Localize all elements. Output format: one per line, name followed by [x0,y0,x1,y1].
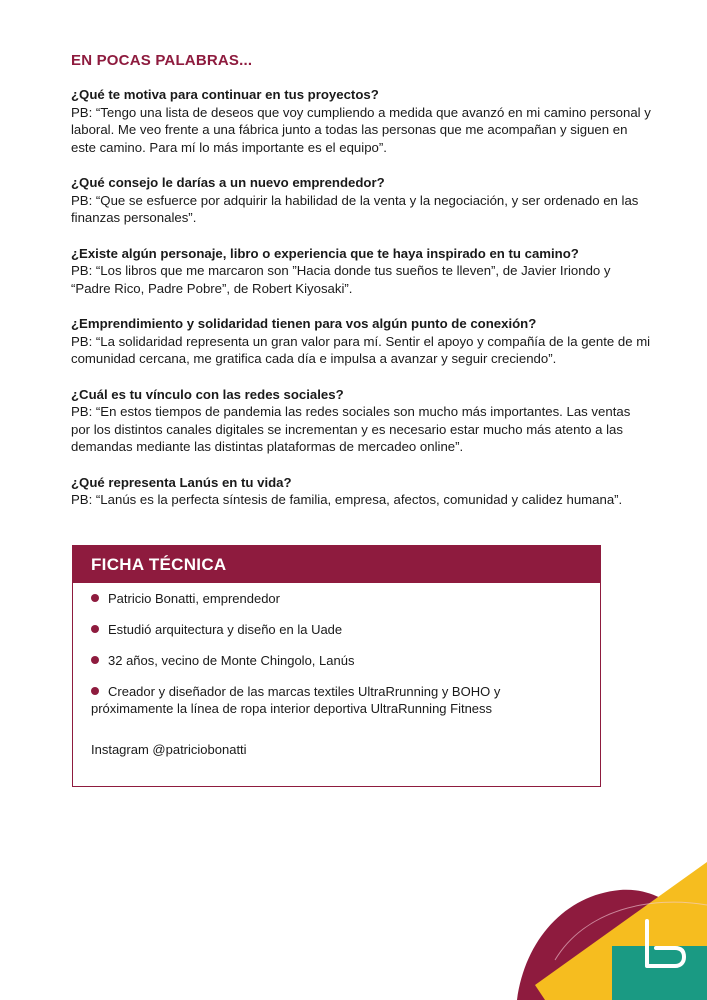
answer: PB: “La solidaridad representa un gran valor para mí. Sentir el apoyo y compañía de la gente de mi comunidad cercana, me gratifica cada día e impulsa a avanzar y seguir creciendo”. [71,333,651,366]
item-text: 32 años, vecino de Monte Chingolo, Lanús [108,653,355,668]
item-text: Estudió arquitectura y diseño en la Uade [108,622,343,637]
answer: PB: “Tengo una lista de deseos que voy cumpliendo a medida que avanzó en mi camino personal y laboral. Me veo frente a una fábrica junto a todas las personas que me acompañan y siguen en este camino. Para mí lo más importante es el equipo”. [71,104,651,155]
item-text: Patricio Bonatti, emprendedor [108,591,280,606]
question: ¿Qué consejo le darías a un nuevo emprendedor? [71,175,385,190]
item-text: Creador y diseñador de las marcas textiles UltraRrunning y BOHO y próximamente la línea de ropa interior deportiva UltraRunning Fitness [91,684,501,716]
question: ¿Emprendimiento y solidaridad tienen para vos algún punto de conexión? [71,316,537,331]
teal-block [612,946,707,1000]
answer: PB: “En estos tiempos de pandemia las redes sociales son mucho más importantes. Las ventas por los distintos canales digitales se incrementan y es necesario estar mucho más atento a las demandas mediante las distintas plataformas de mercadeo online”. [71,404,631,454]
question: ¿Qué representa Lanús en tu vida? [71,474,292,490]
answer: PB: “Lanús es la perfecta síntesis de familia, empresa, afectos, comunidad y calidez humana”. [71,492,623,507]
instagram-handle: Instagram @patriciobonatti [91,742,247,757]
question: ¿Qué te motiva para continuar en tus proyectos? [71,87,379,102]
answer: PB: “Los libros que me marcaron son ”Hacia donde tus sueños te lleven”, de Javier Iriondo y “Padre Rico, Padre Pobre”, de Robert Kiyosaki”. [71,263,611,296]
answer: PB: “Que se esfuerce por adquirir la habilidad de la venta y la negociación, y ser ordenado en las finanzas personales”. [71,192,639,225]
question: ¿Cuál es tu vínculo con las redes sociales? [71,386,344,402]
question: ¿Existe algún personaje, libro o experiencia que te haya inspirado en tu camino? [71,245,579,261]
section-title: EN POCAS PALABRAS... [71,52,253,69]
ficha-title: FICHA TÉCNICA [91,554,227,574]
